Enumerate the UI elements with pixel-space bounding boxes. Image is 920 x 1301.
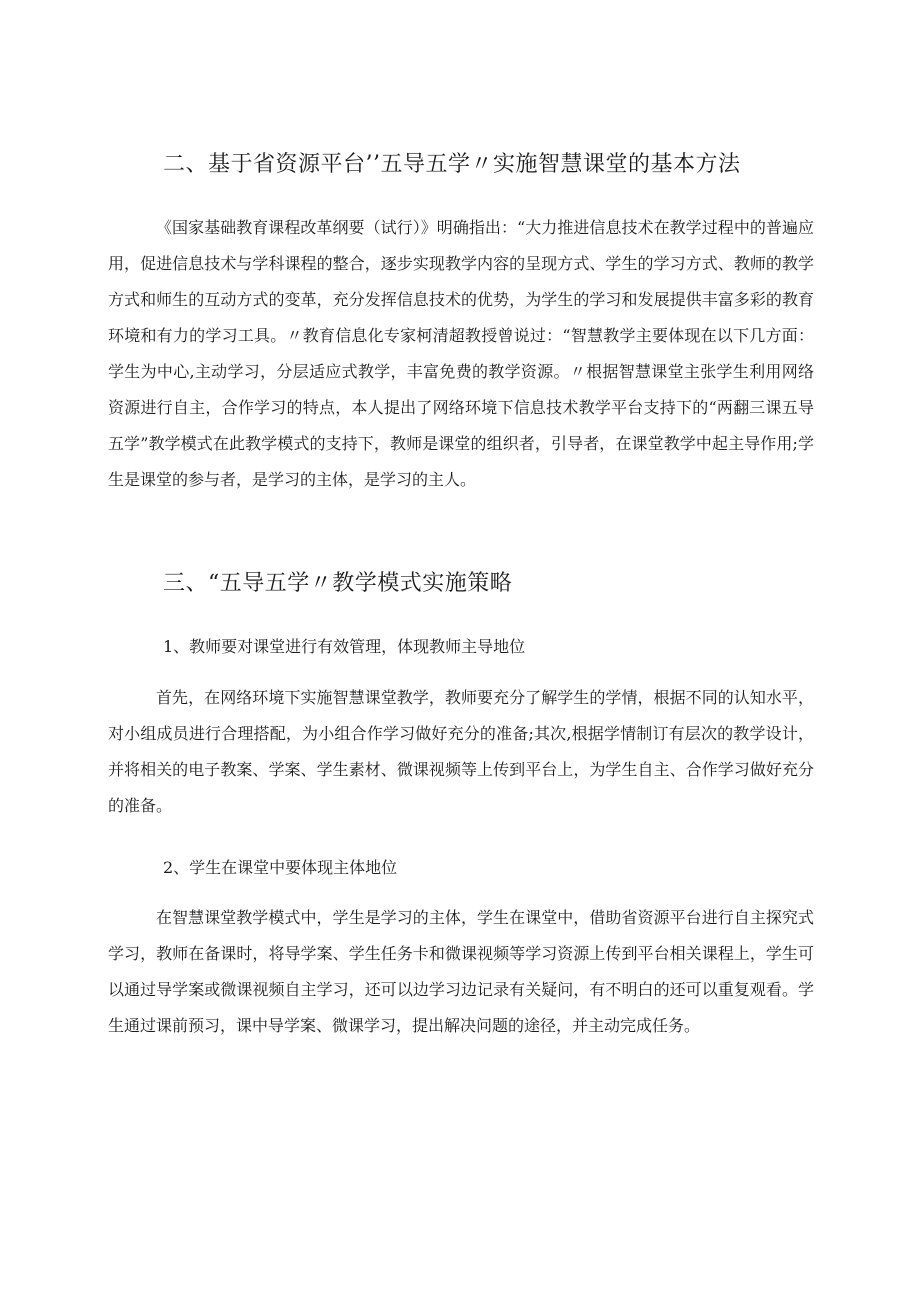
item-1-paragraph: 首先，在网络环境下实施智慧课堂教学，教师要充分了解学生的学情，根据不同的认知水平，对小组成员进行合理搭配，为小组合作学习做好充分的准备;其次,根据学情制订有层次的教学设计，并将相关的电子教案、学案、学生素材、微课视频等上传到平台上，为学生自主、合作学习做好充分的准备。 [108, 688, 814, 815]
section-2-paragraph: 《国家基础教育课程改革纲要（试行）》明确指出：“大力推进信息技术在教学过程中的普遍应用，促进信息技术与学科课程的整合，逐步实现教学内容的呈现方式、学生的学习方式、教师的教学方式和师生的互动方式的变革，充分发挥信息技术的优势，为学生的学习和发展提供丰富多彩的教育环境和有力的学习工具。〃教育信息化专家柯清超教授曾说过：“智慧教学主要体现在以下几方面：学生为中心,主动学习，分层适应式教学，丰富免费的教学资源。〃根据智慧课堂主张学生利用网络资源进行自主，合作学习的特点，本人提出了网络环境下信息技术教学平台支持下的“两翻三课五导五学”教学模式在此教学模式的支持下，教师是课堂的组织者，引导者，在课堂教学中起主导作用;学生是课堂的参与者，是学习的主体，是学习的主人。 [108, 218, 814, 489]
item-2-paragraph: 在智慧课堂教学模式中，学生是学习的主体，学生在课堂中，借助省资源平台进行自主探究式学习，教师在备课时，将导学案、学生任务卡和微课视频等学习资源上传到平台相关课程上，学生可以通过导学案或微课视频自主学习，还可以边学习边记录有关疑问，有不明白的还可以重复观看。学生通过课前预习，课中导学案、微课学习，提出解决问题的途径，并主动完成任务。 [108, 908, 814, 1035]
section-3-heading: 三、“五导五学〃教学模式实施策略 [163, 571, 513, 596]
item-1-heading: 1、教师要对课堂进行有效管理，体现教师主导地位 [163, 637, 526, 656]
item-2-heading: 2、学生在课堂中要体现主体地位 [163, 858, 398, 877]
section-2-heading: 二、基于省资源平台’’五导五学〃实施智慧课堂的基本方法 [163, 152, 741, 177]
